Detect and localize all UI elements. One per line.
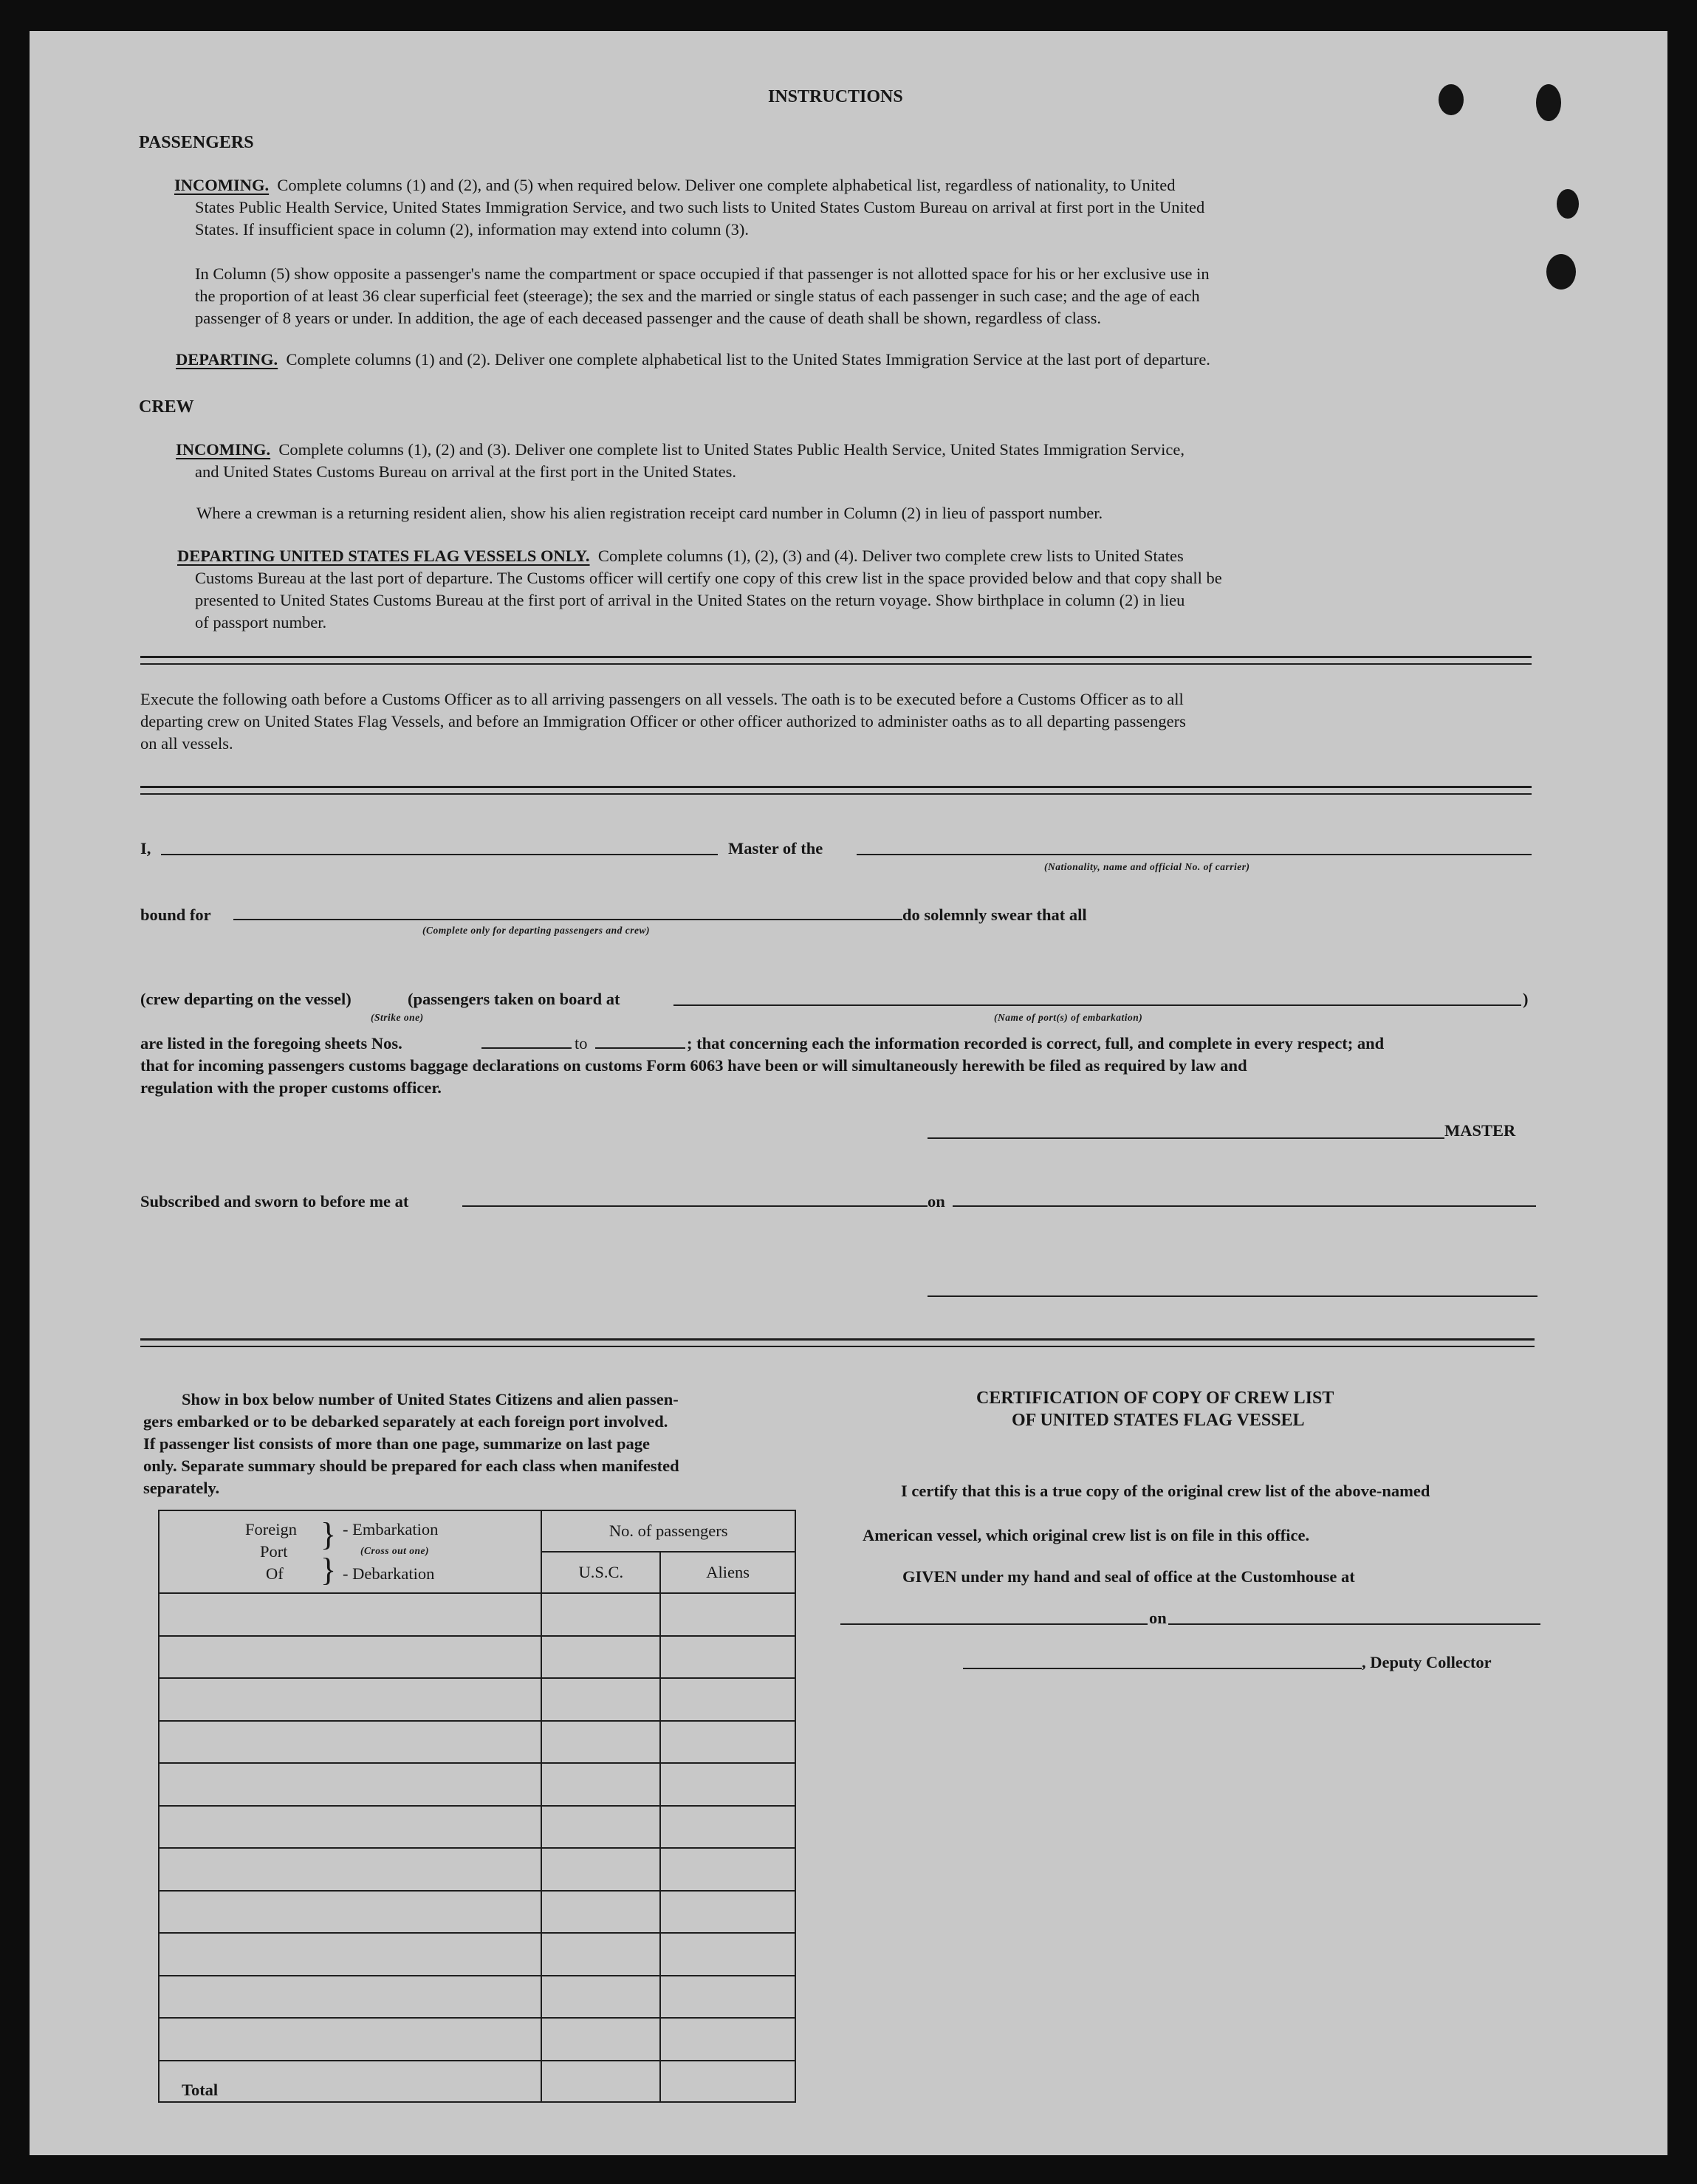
bound-for-field[interactable] [233,919,902,920]
oath-intro-1: Execute the following oath before a Customs Officer as to all arriving passengers on all vessels. The oath is to be executed before a Customs Officer as to all [140,690,1184,708]
summary-text-2: gers embarked or to be debarked separately at each foreign port involved. [143,1412,668,1431]
aliens-label: Aliens [706,1563,750,1581]
port-cell[interactable] [159,1891,541,1934]
certification-date-field[interactable] [1168,1623,1540,1625]
of-label: Of [266,1564,284,1583]
deputy-signature-field[interactable] [963,1668,1362,1669]
summary-text-5: separately. [143,1479,220,1497]
aliens-cell[interactable] [660,2018,795,2061]
port-cell[interactable] [159,1848,541,1891]
usc-cell[interactable] [541,1848,660,1891]
oath-i-label: I, [140,839,151,857]
subscribed-on-label: on [928,1192,945,1211]
certification-title-1: CERTIFICATION OF COPY OF CREW LIST [976,1389,1334,1408]
punch-hole [1536,84,1561,121]
table-row [159,1678,795,1721]
sheet-to-field[interactable] [595,1047,685,1049]
port-label: Port [260,1542,288,1561]
table-row [159,1721,795,1764]
passengers-incoming-text-2: States Public Health Service, United States Immigration Service, and two such lists to United States Custom Bureau on arrival at first port in the United [195,198,1205,216]
crew-heading: CREW [139,397,194,417]
usc-cell[interactable] [541,1636,660,1679]
cross-out-caption: (Cross out one) [360,1545,430,1556]
usc-cell[interactable] [541,2018,660,2061]
divider [140,786,1532,788]
master-name-field[interactable] [161,854,718,855]
customhouse-field[interactable] [840,1623,1148,1625]
crew-departing-text-4: of passport number. [195,613,327,631]
oath-intro-2: departing crew on United States Flag Vessels, and before an Immigration Officer or other officer authorized to administer oaths as to all departing passengers [140,712,1186,730]
usc-header [541,1552,660,1593]
aliens-cell[interactable] [660,1848,795,1891]
passengers-departing-text: Complete columns (1) and (2). Deliver one complete alphabetical list to the United States Immigration Service at the last port of departure. [286,350,1210,369]
passengers-taken-option[interactable]: (passengers taken on board at [408,990,620,1008]
subscribed-place-field[interactable] [462,1205,928,1207]
certification-on-label: on [1149,1609,1167,1627]
aliens-cell[interactable] [660,1891,795,1934]
listed-to: to [575,1034,588,1052]
usc-cell[interactable] [541,1933,660,1976]
master-of-the-label: Master of the [728,839,823,857]
embarkation-option[interactable]: - Embarkation [343,1520,439,1538]
certification-text-3: GIVEN under my hand and seal of office at the Customhouse at [902,1567,1355,1586]
complete-only-caption: (Complete only for departing passengers and crew) [422,925,650,936]
divider [140,793,1532,795]
total-usc-cell[interactable] [541,2061,660,2102]
foreign-label: Foreign [245,1520,297,1538]
port-of-embarkation-field[interactable] [673,1004,1521,1006]
master-label: MASTER [1444,1121,1516,1140]
table-row [159,1636,795,1679]
divider [140,1346,1535,1347]
divider [140,1338,1535,1341]
certification-text-2: American vessel, which original crew list is on file in this office. [863,1526,1310,1544]
crew-departing-text-3: presented to United States Customs Bureau at the first port of arrival in the United States on the return voyage. Show birthplace in column (2) in lieu [195,591,1185,609]
nationality-caption: (Nationality, name and official No. of carrier) [1044,861,1250,872]
passengers-heading: PASSENGERS [139,133,254,152]
certification-title-2: OF UNITED STATES FLAG VESSEL [1012,1411,1305,1430]
passengers-departing-label: DEPARTING. [176,350,278,369]
bound-for-label: bound for [140,906,211,924]
table-row [159,2018,795,2061]
divider [140,656,1532,658]
table-row [159,1976,795,2019]
brace-icon: } [320,1552,337,1588]
port-cell[interactable] [159,1806,541,1849]
aliens-cell[interactable] [660,1976,795,2019]
port-cell[interactable] [159,1636,541,1679]
usc-label: U.S.C. [578,1563,624,1581]
crew-departing [177,545,1184,567]
passengers-incoming-text-1: Complete columns (1) and (2), and (5) when required below. Deliver one complete alphabetical list, regardless of nationality, to United [277,176,1176,194]
summary-text-1: Show in box below number of United States Citizens and alien passen- [182,1390,679,1408]
subscribed-date-field[interactable] [953,1205,1536,1207]
port-cell[interactable] [159,2018,541,2061]
passenger-summary-table [158,1510,796,2103]
crew-departing-text-2: Customs Bureau at the last port of departure. The Customs officer will certify one copy of this crew list in the space provided below and that copy shall be [195,569,1222,587]
port-cell[interactable] [159,1721,541,1764]
usc-cell[interactable] [541,1976,660,2019]
passengers-incoming [174,174,1175,196]
deputy-collector-label: , Deputy Collector [1362,1653,1492,1671]
summary-text-3: If passenger list consists of more than one page, summarize on last page [143,1434,651,1453]
usc-cell[interactable] [541,1721,660,1764]
no-passengers-label: No. of passengers [608,1521,728,1540]
crew-resident-text: Where a crewman is a returning resident alien, show his alien registration receipt card number in Column (2) in lieu of passport number. [196,504,1103,522]
aliens-header [660,1552,795,1593]
summary-text-4: only. Separate summary should be prepared for each class when manifested [143,1456,679,1475]
column5-text-2: the proportion of at least 36 clear superficial feet (steerage); the sex and the married or single status of each passenger in such case; and the age of each [195,287,1200,305]
listed-line [140,1033,402,1055]
aliens-cell[interactable] [660,1806,795,1849]
port-cell[interactable] [159,1678,541,1721]
port-cell[interactable] [159,1976,541,2019]
aliens-cell[interactable] [660,1593,795,1636]
usc-cell[interactable] [541,1678,660,1721]
usc-cell[interactable] [541,1891,660,1934]
crew-incoming-label: INCOMING. [176,440,271,459]
listed-prefix: are listed in the foregoing sheets Nos. [140,1034,402,1052]
oath-line-2: that for incoming passengers customs baggage declarations on customs Form 6063 have been or will simultaneously herewith be filed as required by law and [140,1056,1247,1075]
master-signature-field[interactable] [928,1137,1444,1139]
port-header-cell [159,1510,541,1593]
crew-departing-text-1: Complete columns (1), (2), (3) and (4). Deliver two complete crew lists to United States [597,547,1184,565]
punch-hole [1546,254,1576,290]
port-cell[interactable] [159,1763,541,1806]
table-row [159,1933,795,1976]
officer-signature-field[interactable] [928,1295,1537,1297]
port-cell[interactable] [159,1593,541,1636]
debarkation-option[interactable]: - Debarkation [343,1564,435,1583]
aliens-cell[interactable] [660,1678,795,1721]
crew-incoming-text-1: Complete columns (1), (2) and (3). Deliver one complete list to United States Public Health Service, United States Immigration Service, [278,440,1185,459]
usc-cell[interactable] [541,1806,660,1849]
punch-hole [1439,84,1464,115]
brace-icon: } [320,1516,337,1553]
oath-line-3: regulation with the proper customs officer. [140,1078,442,1097]
close-paren: ) [1523,990,1529,1008]
carrier-field[interactable] [857,854,1532,855]
passengers-departing [176,349,1210,371]
passengers-incoming-text-3: States. If insufficient space in column (2), information may extend into column (3). [195,220,750,239]
listed-suffix: ; that concerning each the information recorded is correct, full, and complete in every respect; and [687,1034,1385,1052]
page-title: INSTRUCTIONS [768,87,903,106]
table-row [159,1806,795,1849]
aliens-cell[interactable] [660,1763,795,1806]
table-row [159,1891,795,1934]
certification-text-1: I certify that this is a true copy of the original crew list of the above-named [901,1482,1430,1500]
table-row [159,1848,795,1891]
column5-text-1: In Column (5) show opposite a passenger's name the compartment or space occupied if that passenger is not allotted space for his or her exclusive use in [195,264,1210,283]
solemnly-swear-text: do solemnly swear that all [902,906,1087,924]
divider [140,663,1532,665]
passengers-incoming-label: INCOMING. [174,176,270,194]
punch-hole [1557,189,1579,219]
table-row [159,1593,795,1636]
port-caption: (Name of port(s) of embarkation) [994,1012,1143,1023]
crew-departing-label: DEPARTING UNITED STATES FLAG VESSELS ONLY. [177,547,590,565]
subscribed-label: Subscribed and sworn to before me at [140,1192,409,1211]
oath-intro-3: on all vessels. [140,734,233,753]
crew-incoming [176,439,1185,461]
aliens-cell[interactable] [660,1933,795,1976]
total-aliens-cell[interactable] [660,2061,795,2102]
aliens-cell[interactable] [660,1721,795,1764]
column5-text-3: passenger of 8 years or under. In addition, the age of each deceased passenger and the cause of death shall be shown, regardless of class. [195,309,1102,327]
strike-one-caption: (Strike one) [371,1012,424,1023]
crew-incoming-text-2: and United States Customs Bureau on arrival at the first port in the United States. [195,462,736,481]
aliens-cell[interactable] [660,1636,795,1679]
crew-departing-option[interactable]: (crew departing on the vessel) [140,990,352,1008]
no-passengers-header [541,1510,795,1552]
total-row-label-cell [159,2061,541,2102]
usc-cell[interactable] [541,1763,660,1806]
table-row [159,1763,795,1806]
usc-cell[interactable] [541,1593,660,1636]
port-cell[interactable] [159,1933,541,1976]
total-label: Total [182,2080,219,2099]
sheet-from-field[interactable] [481,1047,572,1049]
